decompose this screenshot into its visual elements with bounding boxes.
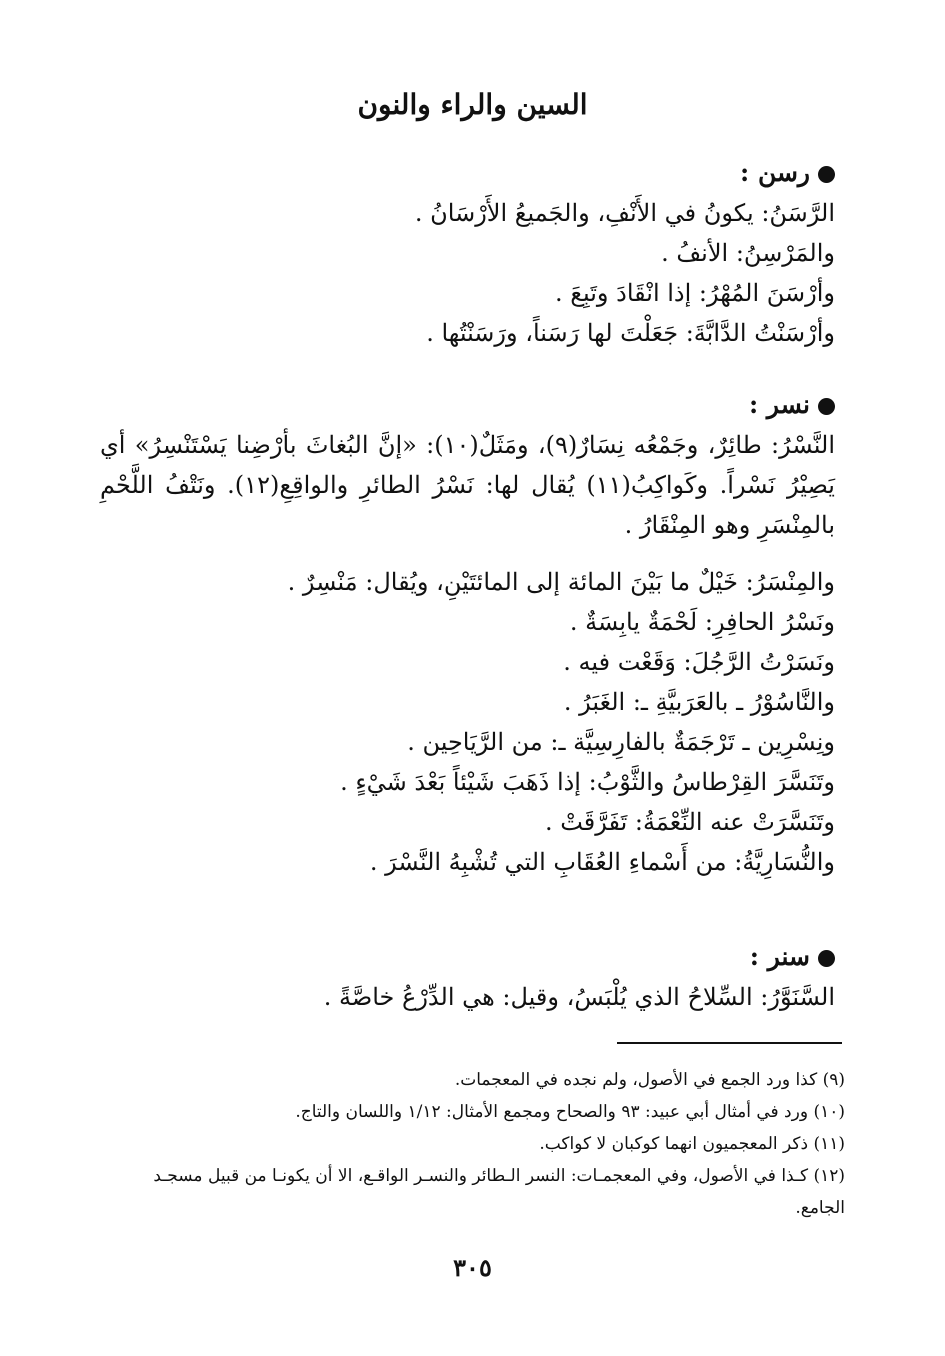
entry-line: والمَرْسِنُ: الأنفُ . [661, 239, 835, 267]
entry-heading [100, 937, 835, 977]
entry-line: وتَنَسَّرَ القِرْطاسُ والثَّوْبُ: إذا ذَهَبَ شَيْئاً بَعْدَ شَيْءٍ . [340, 768, 835, 796]
entry-rasan [100, 153, 835, 353]
entry-line: والنُّسَارِيَّةُ: من أَسْماءِ العُقَابِ التي تُشْبِهُ النَّسْرَ . [369, 848, 835, 876]
footnote: (١٠) ورد في أمثال أبي عبيد: ٩٣ والصحاح ومجمع الأمثال: ١/١٢ واللسان والتاج. [295, 1102, 845, 1122]
footnote: (١١) ذكر المعجميون انهما كوكبان لا كواكب. [539, 1134, 845, 1154]
footnotes [100, 1064, 845, 1224]
page-title: السين والراء والنون [357, 88, 588, 121]
entry-line: الرَّسَنُ: يكونُ في الأَنْفِ، والجَميعُ الأَرْسَانُ . [414, 199, 835, 227]
entry-line: ونِسْرِين ـ تَرْجَمَةٌ بالفارِسِيَّة ـ: من الرَّيَاحِين . [407, 728, 835, 756]
bullet-icon [818, 950, 835, 967]
entry-heading [100, 153, 835, 193]
footnote: (١٢) كـذا في الأصول، وفي المعجمـات: النسر الـطائر والنسـر الواقـع، الا أن يكونـا من قبيل مسجـد الجامع. [153, 1166, 845, 1218]
entry-heading-label: رسن : [740, 158, 810, 187]
entry-line: ونَسَرْتُ الرَّجُلَ: وَقَعْت فيه . [563, 648, 835, 676]
entry-line: وأرْسَنْتُ الدَّابَّةَ: جَعَلْتَ لها رَسَناً، ورَسَنْتُها . [426, 319, 835, 347]
entry-heading-label: سنر : [749, 942, 810, 971]
bullet-icon [818, 166, 835, 183]
page-number: ٣٠٥ [453, 1253, 492, 1282]
entry-line: وتَنَسَّرَتْ عنه النِّعْمَةُ: تَفَرَّقَتْ . [544, 808, 835, 836]
entry-line: وأرْسَنَ المُهْرُ: إذا انْقَادَ وتَبِعَ . [554, 279, 835, 307]
footnote-separator [617, 1042, 842, 1044]
entry-line: ونَسْرُ الحافِرِ: لَحْمَةٌ يابِسَةٌ . [569, 608, 835, 636]
entry-line: والنَّاسُوْرُ ـ بالعَرَبيَّةِ ـ: الغَبَرُ . [563, 688, 835, 716]
entry-heading [100, 385, 835, 425]
entry-line: السَّنَوَّرُ: السِّلاحُ الذي يُلْبَسُ، وقيل: هي الدِّرْعُ خاصَّةً . [323, 983, 835, 1011]
entry-nasr [100, 385, 835, 882]
entry-heading-label: نسر : [749, 390, 810, 419]
footnote: (٩) كذا ورد الجمع في الأصول، ولم نجده في المعجمات. [454, 1070, 845, 1090]
entry-sanar [100, 937, 835, 1017]
entry-line: والمِنْسَرُ: خَيْلٌ ما بَيْنَ المائة إلى المائتَيْنِ، ويُقال: مَنْسِرٌ . [287, 568, 835, 596]
entry-paragraph: النَّسْرُ: طائِرٌ، وجَمْعُه نِسَارٌ(٩)، ومَثَلٌ(١٠): «إنَّ البُغاثَ بأرْضِنا يَسْتَنْسِرُ» أي يَصِيْرُ نَسْراً. وكَواكِبُ(١١) يُقال لها: نَسْرُ الطائرِ والواقِعِ(١٢). ونَتْفُ اللَّحْمِ بالمِنْسَرِ وهو المِنْقَارُ . [100, 431, 836, 539]
bullet-icon [818, 398, 835, 415]
